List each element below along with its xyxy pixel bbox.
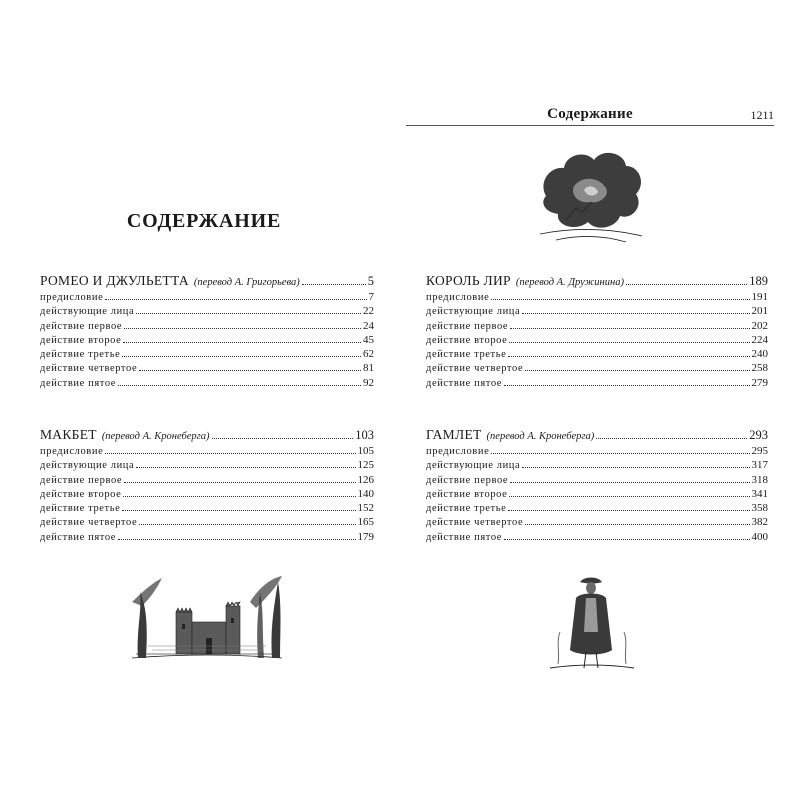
toc-section-row [40,376,374,390]
translator-note: (перевод А. Григорьева) [193,277,300,288]
section-label: действующие лица [40,306,135,318]
toc-section-row [40,473,374,487]
page-number: 5 [367,274,374,288]
section-label: действие четвертое [40,517,138,529]
toc-entry-macbeth [40,426,374,544]
dot-leader [122,501,355,511]
section-label: действие второе [426,334,508,346]
toc-entry-king-lear [426,272,768,390]
play-title-row [40,426,374,444]
dot-leader [136,458,355,468]
dot-leader [508,347,749,357]
toc-section-row [40,487,374,501]
toc-section-row [40,458,374,472]
page-number: 224 [751,333,768,346]
toc-section-row [426,347,768,361]
page-number: 382 [751,516,768,529]
toc-section-row [40,515,374,529]
dot-leader [510,473,749,483]
dot-leader [124,319,361,329]
dot-leader [123,487,355,497]
toc-section-row [426,530,768,544]
toc-section-row [40,290,374,304]
toc-section-row [426,376,768,390]
translator-note: (перевод А. Кронеберга) [101,431,210,442]
toc-entry-hamlet [426,426,768,544]
figure-engraving [546,572,638,672]
toc-section-row [426,487,768,501]
dot-leader [509,487,749,497]
page-number: 7 [368,291,374,303]
page-number: 258 [751,362,768,375]
section-label: действие первое [426,320,509,332]
page-number: 22 [363,305,374,318]
page-number: 140 [357,487,374,500]
storm-vignette-engraving [536,146,646,246]
page-number: 45 [363,333,374,346]
play-title: МАКБЕТ [40,427,97,442]
toc-section-row [426,333,768,347]
page-number: 240 [751,348,768,361]
toc-section-row [426,319,768,333]
page-number: 92 [363,376,374,389]
section-label: действие четвертое [426,363,524,375]
toc-section-row [426,444,768,458]
play-title: ГАМЛЕТ [426,427,482,442]
section-label: действие третье [40,503,121,515]
section-label: действие третье [426,349,507,361]
section-label: предисловие [40,446,104,457]
page-number: 105 [357,445,374,457]
page-number: 201 [751,305,768,318]
dot-leader [504,530,749,540]
section-label: действие второе [426,488,508,500]
toc-section-row [426,458,768,472]
toc-section-row [40,333,374,347]
section-label: предисловие [426,292,490,303]
translator-note: (перевод А. Дружинина) [515,277,624,288]
dot-leader [122,347,361,357]
dot-leader [105,444,355,454]
play-title: РОМЕО И ДЖУЛЬЕТТА [40,273,189,288]
page-number: 295 [751,445,768,457]
page-number: 179 [357,530,374,543]
page-number: 293 [749,428,768,442]
section-label: действие четвертое [426,517,524,529]
section-label: действующие лица [426,306,521,318]
translator-note: (перевод А. Кронеберга) [486,431,595,442]
page-number: 317 [751,459,768,472]
page-number: 24 [363,319,374,332]
play-title-row [426,272,768,290]
dot-leader [525,361,749,371]
page-number: 358 [751,502,768,515]
page-number: 62 [363,348,374,361]
section-label: действие первое [40,320,123,332]
running-head-title: Содержание [547,106,633,122]
toc-section-row [40,444,374,458]
dot-leader [491,444,749,454]
dot-leader [510,319,749,329]
toc-section-row [40,304,374,318]
dot-leader [522,458,749,468]
section-label: действующие лица [426,460,521,472]
toc-section-row [426,361,768,375]
dot-leader [118,530,355,540]
section-label: действие второе [40,334,122,346]
toc-section-row [40,347,374,361]
section-label: действие пятое [426,377,503,389]
running-head [406,104,774,126]
page-number: 189 [749,274,768,288]
page-number-header: 1211 [750,108,774,122]
section-label: действие третье [40,349,121,361]
dot-leader [118,376,361,386]
toc-section-row [426,304,768,318]
dot-leader [124,473,355,483]
section-label: предисловие [426,446,490,457]
toc-section-row [426,501,768,515]
toc-entry-romeo-and-juliet [40,272,374,390]
page-number: 202 [751,319,768,332]
page-number: 279 [751,376,768,389]
section-label: действие четвертое [40,363,138,375]
dot-leader [139,515,355,525]
play-title-row [40,272,374,290]
dot-leader [105,290,366,300]
dot-leader [596,426,747,439]
dot-leader [525,515,749,525]
section-label: предисловие [40,292,104,303]
page-number: 341 [751,487,768,500]
toc-section-row [40,501,374,515]
dot-leader [504,376,749,386]
section-label: действие пятое [40,377,117,389]
dot-leader [136,304,361,314]
section-label: действие пятое [40,531,117,543]
right-page [400,0,800,800]
section-label: действие третье [426,503,507,515]
header-rule [406,125,774,126]
dot-leader [626,272,747,285]
section-label: действие второе [40,488,122,500]
play-title-row [426,426,768,444]
section-label: действие первое [40,474,123,486]
page-number: 126 [357,473,374,486]
toc-section-row [40,361,374,375]
section-label: действие пятое [426,531,503,543]
toc-section-row [426,473,768,487]
page-number: 103 [355,428,374,442]
section-label: действующие лица [40,460,135,472]
castle-engraving [132,572,282,662]
toc-section-row [426,290,768,304]
page-number: 125 [357,459,374,472]
page-number: 81 [363,362,374,375]
toc-section-row [426,515,768,529]
page-number: 400 [751,530,768,543]
dot-leader [522,304,749,314]
dot-leader [212,426,354,439]
dot-leader [139,361,361,371]
page-number: 165 [357,516,374,529]
page-number: 318 [751,473,768,486]
section-label: действие первое [426,474,509,486]
play-title: КОРОЛЬ ЛИР [426,273,511,288]
toc-section-row [40,319,374,333]
dot-leader [491,290,749,300]
dot-leader [123,333,361,343]
page-number: 152 [357,502,374,515]
toc-section-row [40,530,374,544]
toc-heading: СОДЕРЖАНИЕ [126,210,282,232]
page-number: 191 [751,291,768,303]
dot-leader [302,272,366,285]
dot-leader [509,333,749,343]
dot-leader [508,501,749,511]
